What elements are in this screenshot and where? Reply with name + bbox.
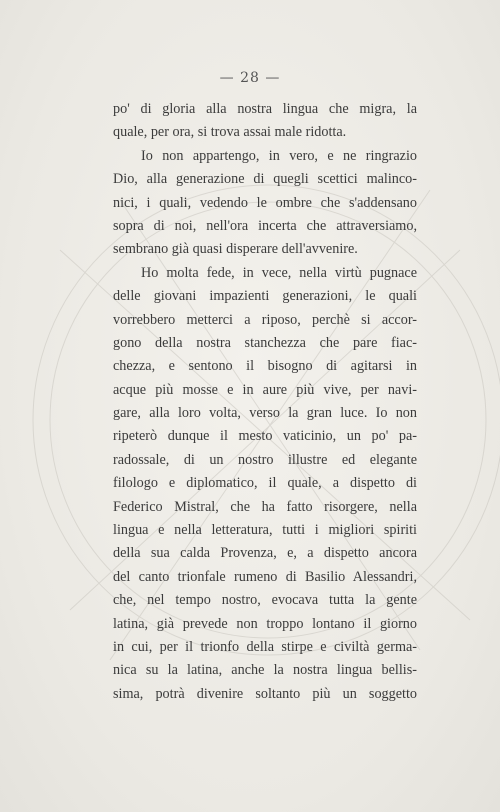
text-line: quale, per ora, si trova assai male ridotta.	[113, 124, 347, 141]
text-line: vorrebbero metterci a riposo, perchè si accor-	[113, 311, 417, 328]
text-line: Dio, alla generazione di quegli scettici malinco-	[113, 171, 417, 188]
text-line: ripeterò dunque il mesto vaticinio, un po' pa-	[113, 428, 417, 445]
text-line: chezza, e sentono il bisogno di agitarsi in	[113, 358, 417, 375]
text-line: Io non appartengo, in vero, e ne ringrazio	[141, 147, 417, 164]
text-line: sopra di noi, nell'ora incerta che attraversiamo,	[113, 217, 417, 234]
text-line: nici, i quali, vedendo le ombre che s'addensano	[113, 194, 417, 211]
text-line: Ho molta fede, in vece, nella virtù pugnace	[141, 264, 417, 281]
text-line: latina, già prevede non troppo lontano il giorno	[113, 615, 417, 632]
text-line: sembrano già quasi disperare dell'avvenire.	[113, 241, 358, 258]
text-line: nica su la latina, anche la nostra lingua bellis-	[113, 662, 417, 679]
text-line: gare, alla loro volta, verso la gran luce. Io non	[113, 405, 417, 422]
text-line: po' di gloria alla nostra lingua che migra, la	[113, 101, 417, 117]
text-line: delle giovani impazienti generazioni, le quali	[113, 288, 417, 305]
text-line: del canto trionfale rumeno di Basilio Alessandri,	[113, 568, 417, 585]
text-line: gono della nostra stanchezza che pare fiac-	[113, 334, 417, 351]
page-number: — 28 —	[219, 70, 281, 86]
body-text	[113, 98, 417, 706]
text-line: radossale, di un nostro illustre ed elegante	[113, 451, 417, 468]
text-line: sima, potrà divenire soltanto più un soggetto	[113, 685, 417, 702]
text-line: lingua e nella letteratura, tutti i migliori spiriti	[113, 522, 417, 539]
text-line: acque più mosse e in aure più vive, per navi-	[113, 381, 417, 398]
text-line: che, nel tempo nostro, evocava tutta la gente	[113, 592, 417, 609]
text-line: filologo e diplomatico, il quale, a dispetto di	[113, 475, 417, 492]
text-line: Federico Mistral, che ha fatto risorgere, nella	[113, 498, 417, 515]
text-line: della sua calda Provenza, e, a dispetto ancora	[113, 545, 417, 562]
text-line: in cui, per il trionfo della stirpe e civiltà germa-	[113, 638, 417, 655]
